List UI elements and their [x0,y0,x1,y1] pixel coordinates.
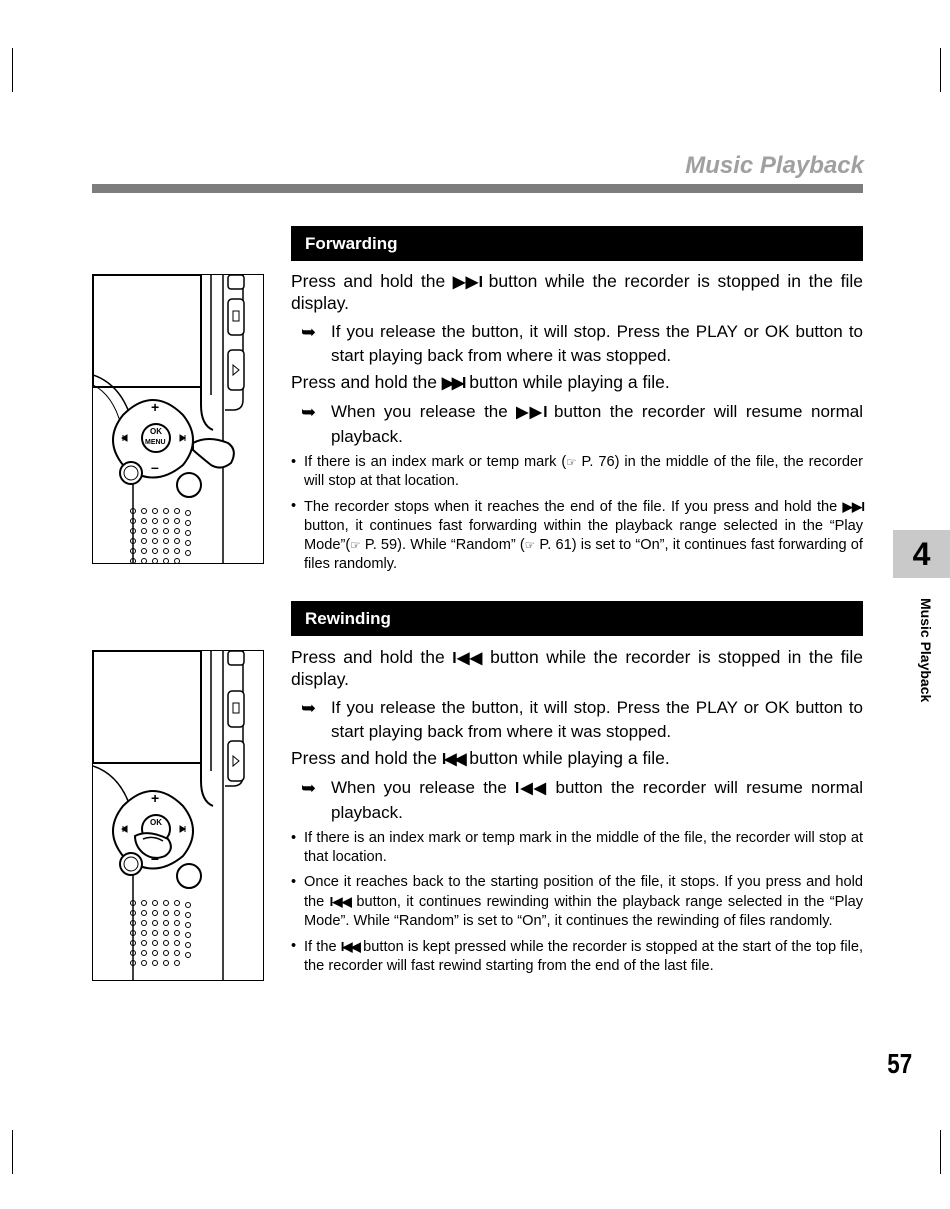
ok-label: OK [150,427,162,436]
rewind-icon: I◀◀ [329,894,352,909]
forwarding-step-2-result: ➥ When you release the ▶▶I button the recorder will resume normal playback. [301,402,863,446]
forwarding-step-1: Press and hold the ▶▶I button while the recorder is stopped in the file display. [291,271,863,313]
page-number: 57 [887,1048,912,1079]
result-arrow-icon: ➥ [301,402,317,422]
crop-mark [12,48,13,92]
rewinding-note-2: • Once it reaches back to the starting position of the file, it stops. If you press and hold the I◀◀ button, it continues rewinding within the playback range selected in the “Play Mode”. While “Random” is set to “On”, it continues the rewinding of files randomly. [291,874,863,929]
reference-icon: ☞ [524,539,536,552]
forwarding-note-2: • The recorder stops when it reaches the end of the file. If you press and hold the ▶▶I button, it continues fast forwarding within the playback range selected in the “Play Mode”(☞ P. 59). While “Random” (☞ P. 61) is set to “On”, it continues fast forwarding of files randomly. [291,498,863,572]
rewinding-note-1: • If there is an index mark or temp mark in the middle of the file, the recorder will stop at that location. [291,830,863,865]
forwarding-step-1-result: ➥ If you release the button, it will stop. Press the PLAY or OK button to start playing back from where it was stopped. [301,322,863,365]
rewinding-body [291,647,863,982]
header-rule [92,184,863,193]
result-arrow-icon: ➥ [301,322,317,342]
rewinding-note-3: • If the I◀◀ button is kept pressed while the recorder is stopped at the start of the top file, the recorder will fast rewind starting from the end of the last file. [291,938,864,974]
rewinding-recorder-illustration [92,650,264,981]
rewinding-step-2: Press and hold the I◀◀ button while playing a file. [291,748,670,768]
rewinding-step-1: Press and hold the I◀◀ button while the recorder is stopped in the file display. [291,647,864,689]
forwarding-body [291,271,863,580]
menu-label: MENU [145,439,166,446]
reference-icon: ☞ [350,539,361,552]
plus-label: + [151,790,160,806]
crop-mark [12,1130,13,1174]
plus-label: + [151,399,160,415]
page-header-title: Music Playback [685,152,864,179]
result-arrow-icon: ➥ [301,698,317,718]
rewind-icon: I◀◀ [515,780,548,797]
reference-icon: ☞ [566,456,577,469]
fast-forward-icon: ▶▶I [516,404,546,421]
rewind-icon: I◀◀ [441,751,465,768]
forwarding-step-2: Press and hold the ▶▶I button while playing a file. [291,372,670,392]
rewind-icon: I◀◀ [340,939,359,954]
forwarding-note-1: • If there is an index mark or temp mark (☞ P. 76) in the middle of the file, the recorder will stop at that location. [291,454,863,489]
rewind-icon: I◀◀ [452,650,483,667]
ok-label: OK [150,818,162,827]
crop-mark [940,48,941,92]
rewinding-heading: Rewinding [291,601,863,636]
fast-forward-icon: ▶▶I [441,375,465,392]
rewinding-step-2-result: ➥ When you release the I◀◀ button the recorder will resume normal playback. [301,778,863,822]
minus-label: – [151,459,159,475]
crop-mark [940,1130,941,1174]
chapter-side-label: Music Playback [918,598,934,703]
chapter-tab: 4 [893,530,950,578]
fast-forward-icon: ▶▶I [842,499,863,514]
forwarding-recorder-illustration [92,274,264,564]
fast-forward-icon: ▶▶I [452,274,482,291]
rewinding-step-1-result: ➥ If you release the button, it will stop. Press the PLAY or OK button to start playing back from where it was stopped. [301,698,863,741]
result-arrow-icon: ➥ [301,778,317,798]
forwarding-heading: Forwarding [291,226,863,261]
